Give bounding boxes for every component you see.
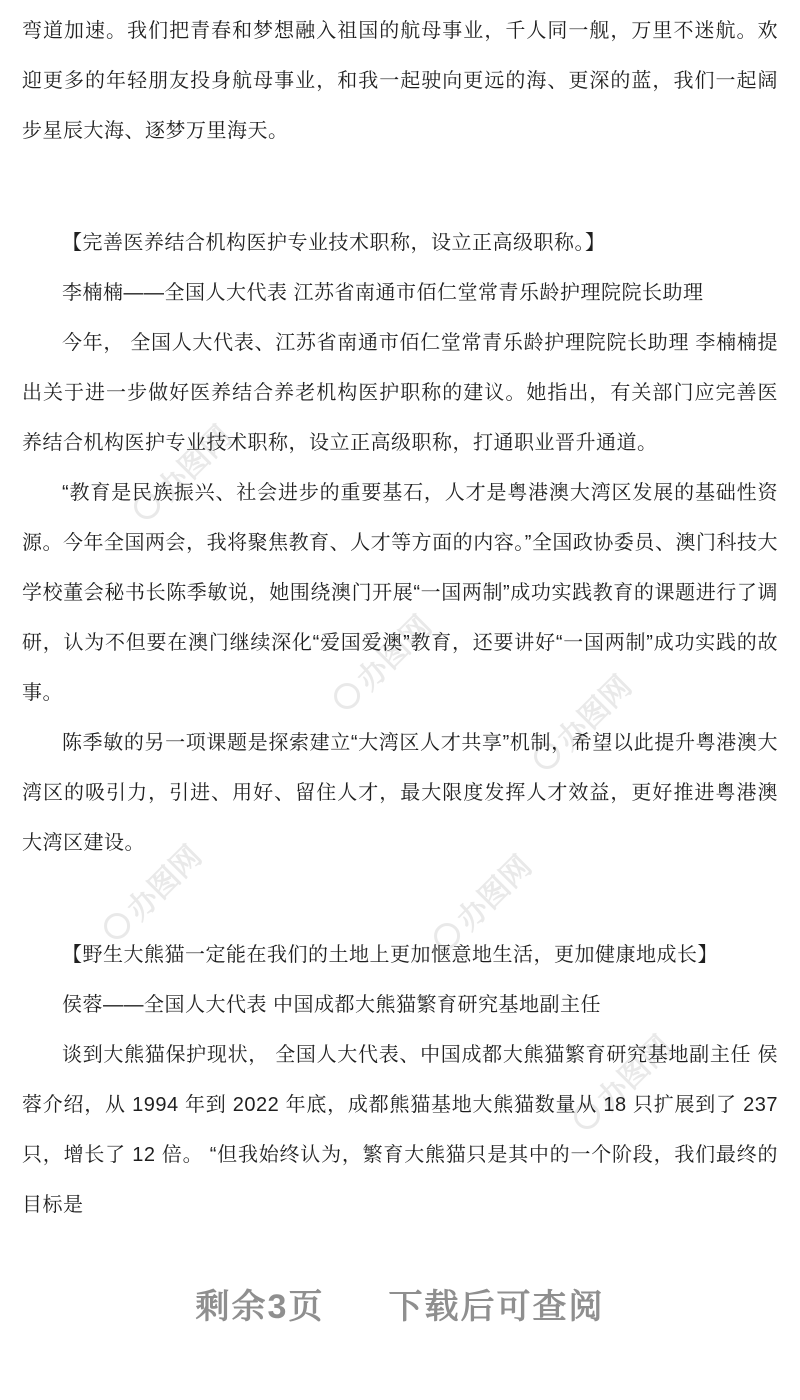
section-heading: 【野生大熊猫一定能在我们的土地上更加惬意地生活，更加健康地成长】 (62, 944, 718, 966)
watermark-text: 办图网 (351, 609, 439, 697)
section-heading: 【完善医养结合机构医护专业技术职称，设立正高级职称。】 (62, 232, 606, 254)
watermark-text: 办图网 (451, 849, 539, 937)
footer-remaining-pages: 剩余3页 (195, 1288, 325, 1326)
page-footer (0, 1279, 800, 1328)
watermark-text: 办图网 (151, 419, 239, 507)
paragraph-continuation: 弯道加速。我们把青春和梦想融入祖国的航母事业，千人同一舰，万里不迷航。欢迎更多的年轻朋友投身航母事业，和我一起驶向更远的海、更深的蓝，我们一起阔步星辰大海、逐梦万里海天。 (22, 20, 778, 142)
footer-download-hint: 下载后可查阅 (388, 1288, 605, 1326)
watermark-text: 办图网 (551, 669, 639, 757)
paragraph: 陈季敏的另一项课题是探索建立“大湾区人才共享”机制，希望以此提升粤港澳大湾区的吸引力，引进、用好、留住人才，最大限度发挥人才效益，更好推进粤港澳大湾区建设。 (22, 732, 778, 854)
byline: 李楠楠——全国人大代表 江苏省南通市佰仁堂常青乐龄护理院院长助理 (62, 282, 704, 304)
paragraph: “教育是民族振兴、社会进步的重要基石，人才是粤港澳大湾区发展的基础性资源。今年全国两会，我将聚焦教育、人才等方面的内容。”全国政协委员、澳门科技大学校董会秘书长陈季敏说，她围绕澳门开展“一国两制”成功实践教育的课题进行了调研，认为不但要在澳门继续深化“爱国爱澳”教育，还要讲好“一国两制”成功实践的故事。 (22, 482, 778, 704)
watermark-text: 办图网 (121, 839, 209, 927)
watermark-text: 办图网 (591, 1029, 679, 1117)
byline: 侯蓉——全国人大代表 中国成都大熊猫繁育研究基地副主任 (62, 994, 602, 1016)
paragraph: 谈到大熊猫保护现状， 全国人大代表、中国成都大熊猫繁育研究基地副主任 侯蓉介绍，从 1994 年到 2022 年底，成都熊猫基地大熊猫数量从 18 只扩展到了 237 只，增长了 12 倍。 “但我始终认为，繁育大熊猫只是其中的一个阶段，我们最终的目标是 (22, 1044, 778, 1216)
paragraph: 今年， 全国人大代表、江苏省南通市佰仁堂常青乐龄护理院院长助理 李楠楠提出关于进一步做好医养结合养老机构医护职称的建议。她指出，有关部门应完善医养结合机构医护专业技术职称，设立正高级职称，打通职业晋升通道。 (22, 332, 778, 454)
